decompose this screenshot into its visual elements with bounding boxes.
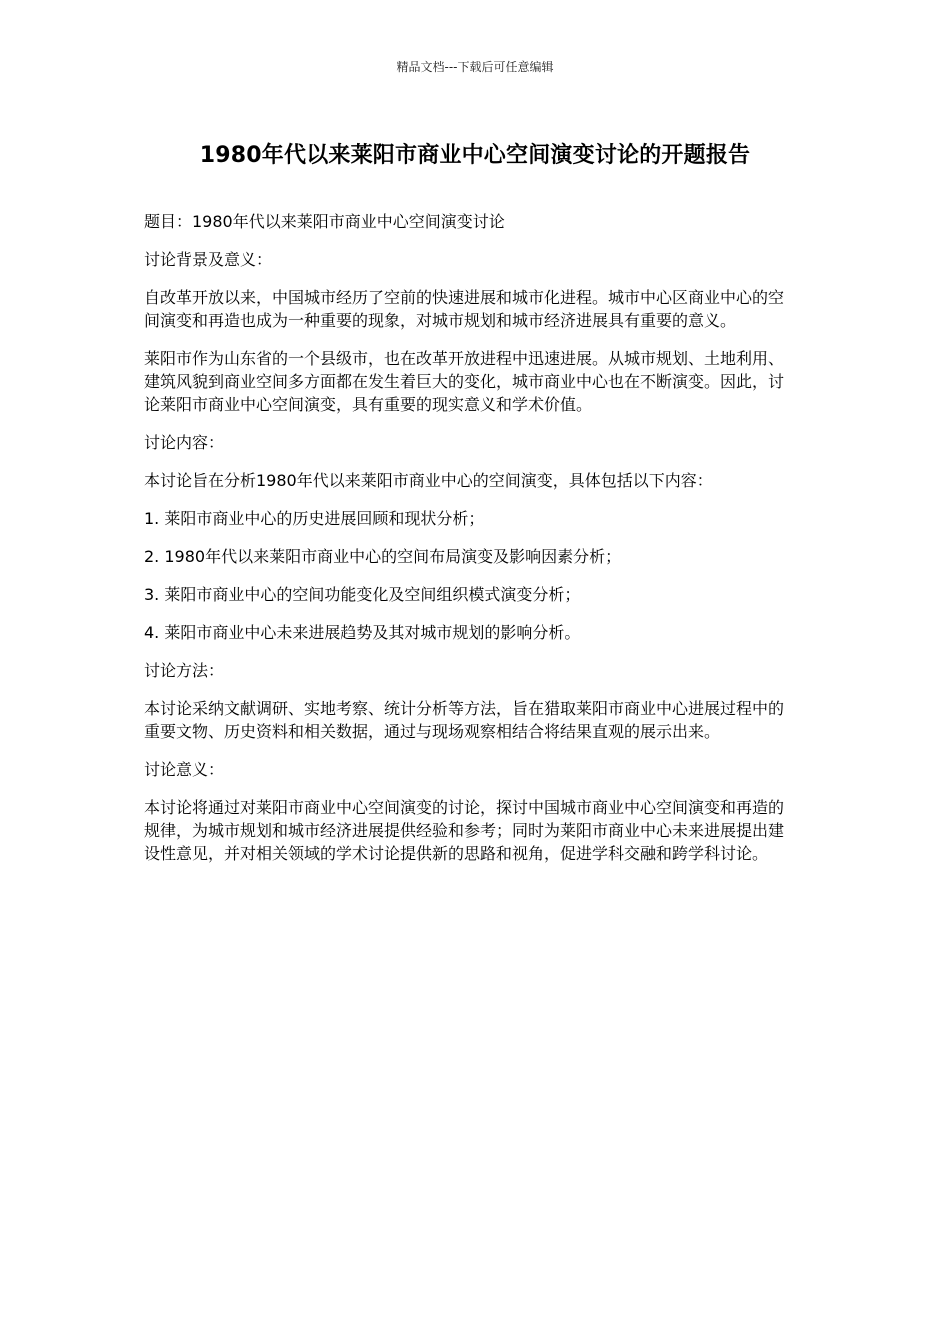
list-item: 2. 1980年代以来莱阳市商业中心的空间布局演变及影响因素分析； [144, 547, 622, 566]
list-item: 1. 莱阳市商业中心的历史进展回顾和现状分析； [144, 509, 485, 528]
body-paragraph: 莱阳市作为山东省的一个县级市，也在改革开放进程中迅速进展。从城市规划、土地利用、建筑风貌到商业空间多方面都在发生着巨大的变化，城市商业中心也在不断演变。因此，讨论莱阳市商业中心空间演变，具有重要的现实意义和学术价值。 [144, 349, 785, 414]
document-body [144, 210, 796, 880]
topic-line: 题目：1980年代以来莱阳市商业中心空间演变讨论 [144, 212, 505, 231]
list-item: 3. 莱阳市商业中心的空间功能变化及空间组织模式演变分析； [144, 585, 581, 604]
body-paragraph: 本讨论将通过对莱阳市商业中心空间演变的讨论，探讨中国城市商业中心空间演变和再造的规律，为城市规划和城市经济进展提供经验和参考；同时为莱阳市商业中心未来进展提出建设性意见，并对相关领域的学术讨论提供新的思路和视角，促进学科交融和跨学科讨论。 [144, 798, 785, 863]
list-item: 4. 莱阳市商业中心未来进展趋势及其对城市规划的影响分析。 [144, 623, 581, 642]
document-title: 1980年代以来莱阳市商业中心空间演变讨论的开题报告 [199, 143, 751, 168]
header-note: 精品文档---下载后可任意编辑 [396, 60, 554, 74]
body-paragraph: 自改革开放以来，中国城市经历了空前的快速进展和城市化进程。城市中心区商业中心的空间演变和再造也成为一种重要的现象，对城市规划和城市经济进展具有重要的意义。 [144, 288, 785, 330]
body-paragraph: 本讨论旨在分析1980年代以来莱阳市商业中心的空间演变，具体包括以下内容： [144, 471, 713, 490]
section-heading-significance: 讨论意义： [144, 760, 225, 779]
section-heading-method: 讨论方法： [144, 661, 225, 680]
body-paragraph: 本讨论采纳文献调研、实地考察、统计分析等方法，旨在猎取莱阳市商业中心进展过程中的重要文物、历史资料和相关数据，通过与现场观察相结合将结果直观的展示出来。 [144, 699, 785, 741]
section-heading-background: 讨论背景及意义： [144, 250, 273, 269]
section-heading-content: 讨论内容： [144, 433, 225, 452]
